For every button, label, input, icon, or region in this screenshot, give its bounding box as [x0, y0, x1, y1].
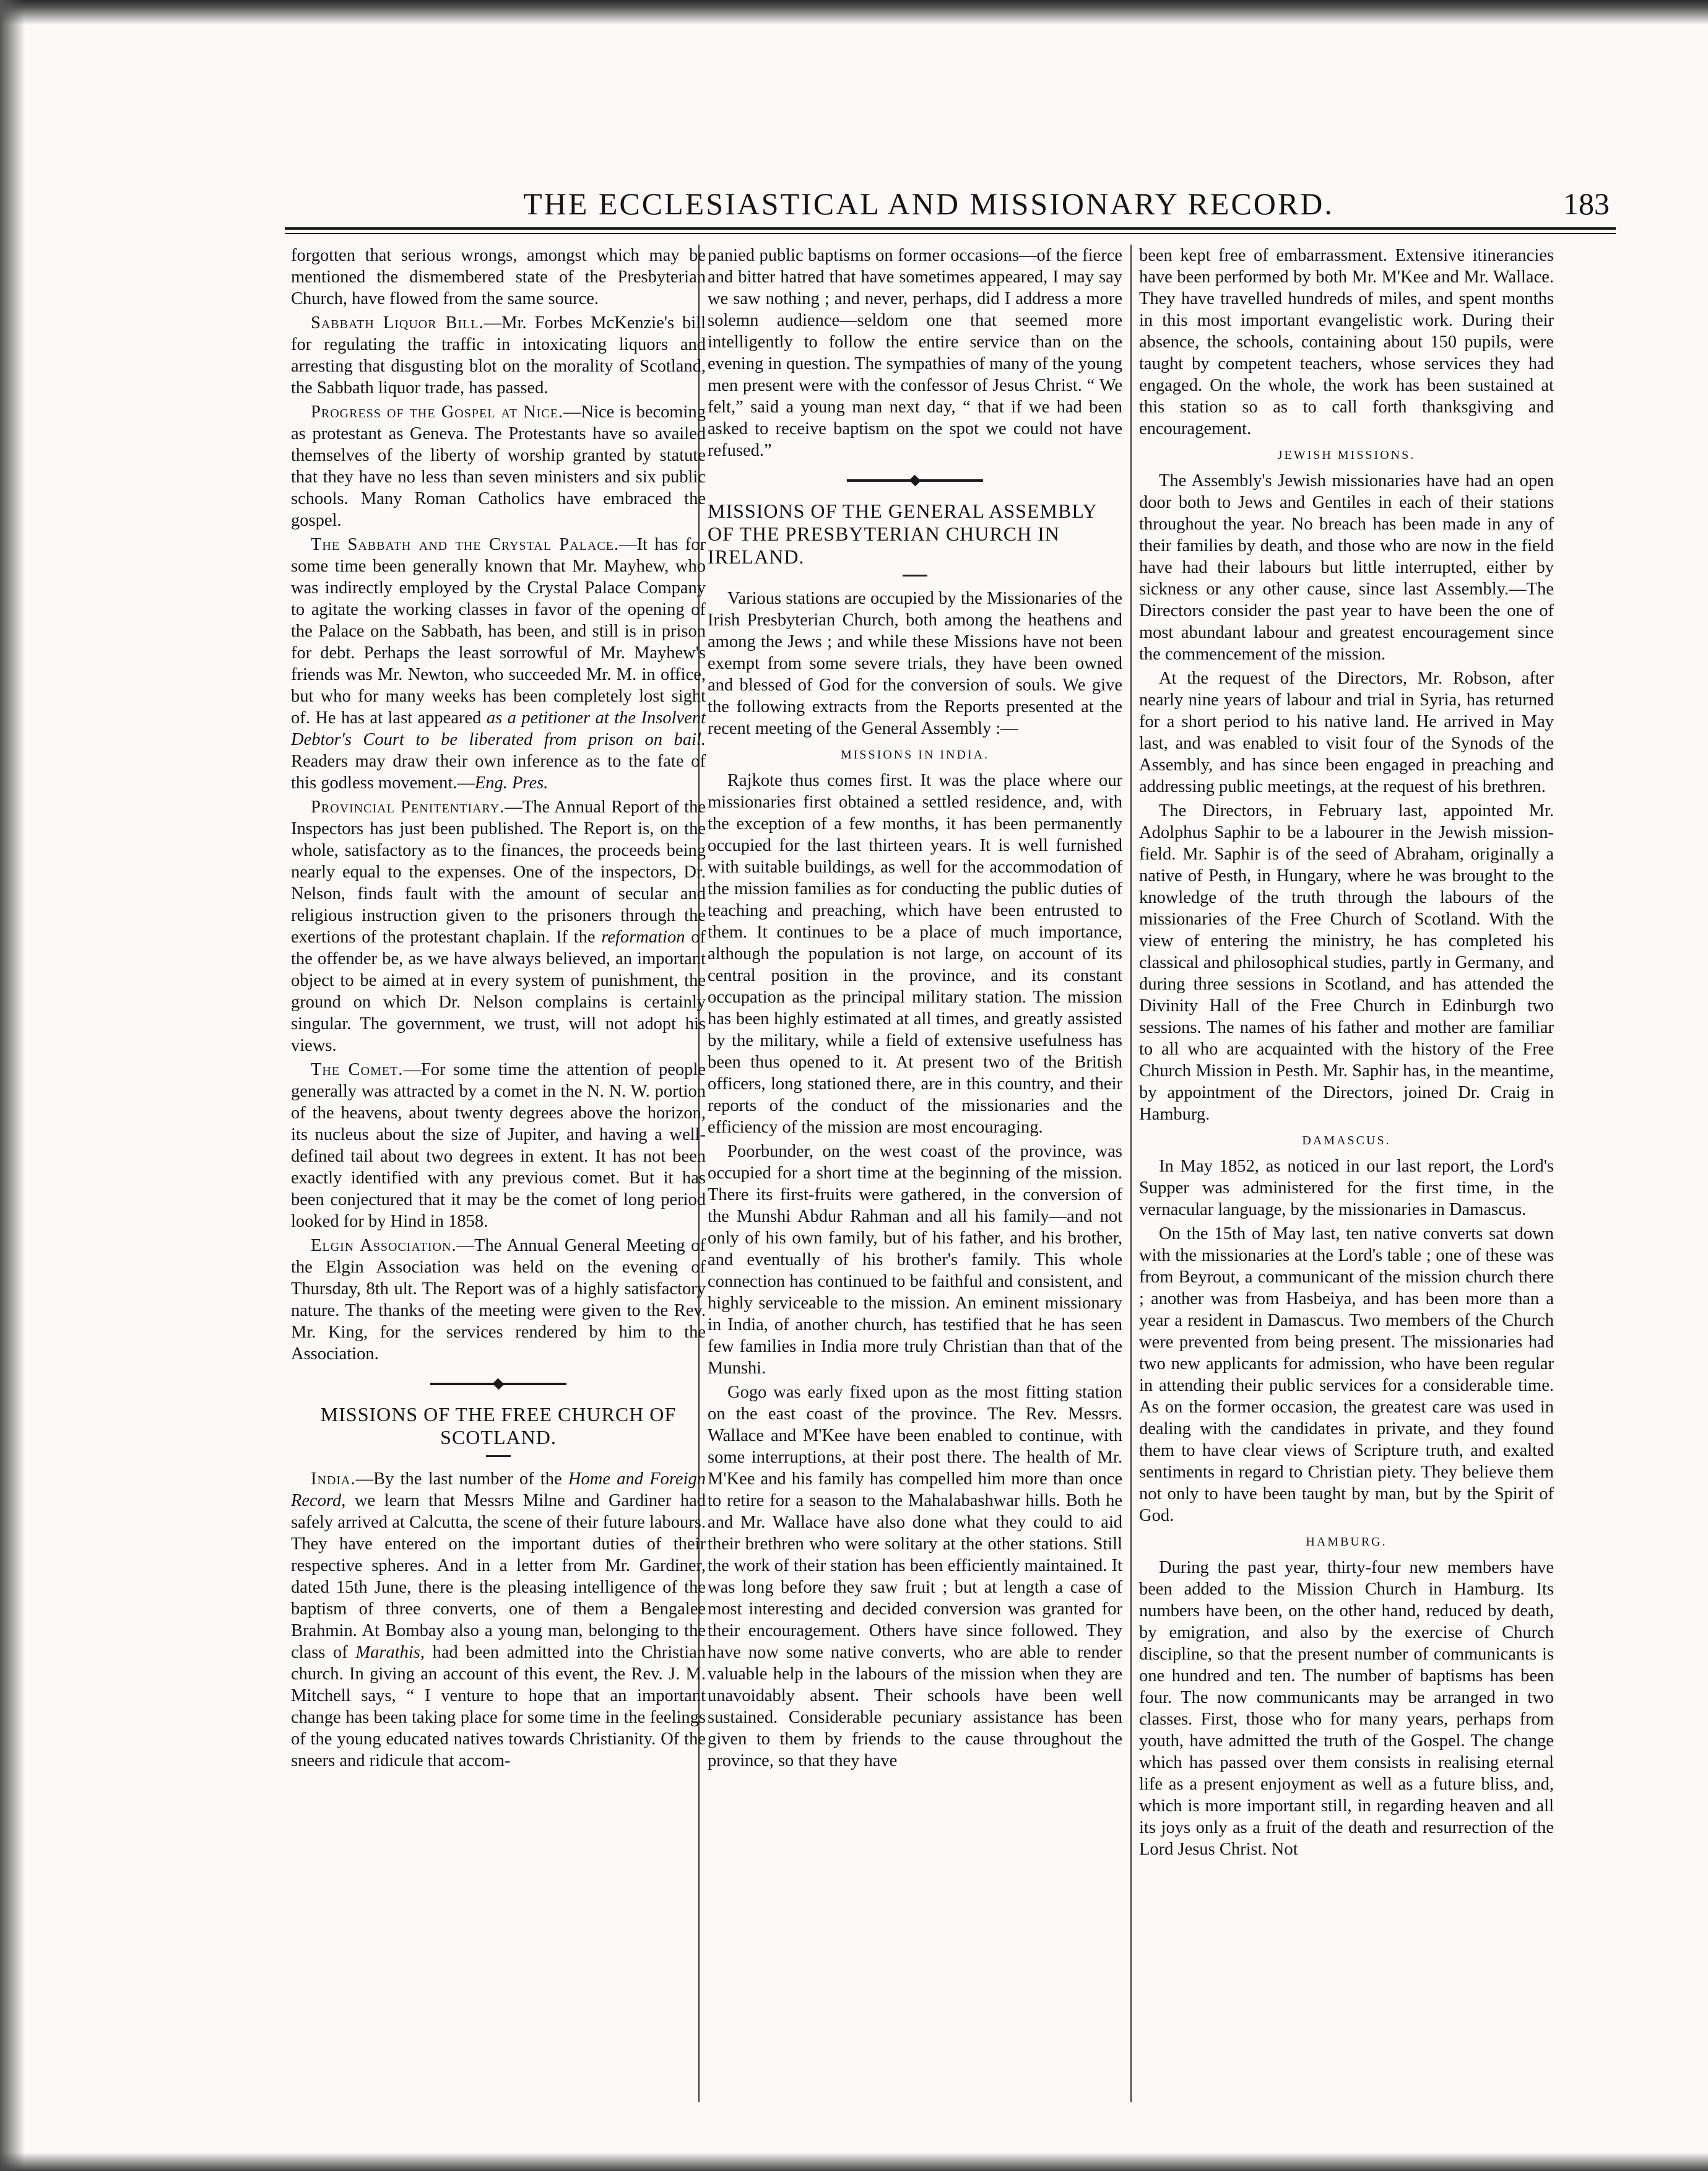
column-1 [291, 245, 706, 2108]
item-text: —Nice is becoming as protestant as Geneva. The Protestants have so availed themselves of the liberty of worship granted by statute that they have no less than seven ministers and six public schools. Many Roman Catholics have embraced the gospel. [291, 402, 706, 530]
item-text: Readers may draw their own inference as to the fate of this godless movement.— [291, 752, 706, 793]
item-text: —The Annual General Meeting of the Elgin Association was held on the evening of Thursday, 8th ult. The Report was of a highly satisfactory nature. The thanks of the meeting were given to the Rev. Mr. King, for the services rendered by him to the Association. [291, 1236, 706, 1364]
running-title: THE ECCLESIASTICAL AND MISSIONARY RECORD. [523, 186, 1334, 221]
page-number: 183 [1563, 186, 1610, 221]
scan-left-edge [0, 0, 25, 2171]
item-text: —Mr. Forbes McKenzie's bill for regulating the traffic in intoxicating liquors and arresting that disgusting blot on the morality of Scotland, the Sabbath liquor trade, has passed. [291, 313, 706, 398]
paragraph: In May 1852, as noticed in our last report, the Lord's Supper was administered for the first time, in the vernacular language, by the missionaries in Damascus. [1139, 1157, 1554, 1219]
paragraph-poorbunder: Poorbunder, on the west coast of the province, was occupied for a short time at the beginning of the mission. There its first-fruits were gathered, in the conversion of the Munshi Abdur Rahman and all his family—and not only of his own family, but of his father, and his brother, and eventually of his brother's family. This whole connection has continued to be faithful and consistent, and highly serviceable to the mission. An eminent missionary in India, of another church, has testified that he has seen few families in India more truly Christian than that of the Munshi. [708, 1142, 1122, 1378]
heading-dash [486, 1455, 511, 1457]
paragraph: On the 15th of May last, ten native converts sat down with the missionaries at the Lord's table ; one of these was from Beyrout, a communicant of the mission church there ; another was from Hasbeiya, and has been more than a year a resident in Damascus. Two members of the Church were prevented from being present. The missionaries had two new applicants for admission, who have been regular in attending their public services for a considerable time. As on the former occasion, the greatest care was used in dealing with the candidates in private, and they found them to have clear views of Scripture truth, and exalted sentiments in regard to Christian piety. They believe them not only to have been taught by man, but by the Spirit of God. [1139, 1224, 1554, 1525]
item-italic: Marathis [355, 1643, 420, 1662]
paragraph: The Directors, in February last, appointed Mr. Adolphus Saphir to be a labourer in the Jewish mission-field. Mr. Saphir is of the seed of Abraham, originally a native of Pesth, in Hungary, where he was brought to the knowledge of the truth through the labours of the missionaries of the Free Church of Scotland. With the view of entering the ministry, he has completed his classical and philosophical studies, partly in Germany, and during three sessions in Scotland, and has attended the Divinity Hall of the Free Church in Edinburgh two sessions. The names of his father and mother are familiar to all who are acquainted with the history of the Free Church Mission in Pesth. Mr. Saphir has, in the meantime, by appointment of the Directors, joined Dr. Craig in Hamburg. [1139, 801, 1554, 1124]
item-text: —By the last number of the [355, 1469, 568, 1489]
item-lead: Sabbath Liquor Bill. [311, 313, 484, 333]
paragraph: The Assembly's Jewish missionaries have had an open door both to Jews and Gentiles in each of their stations throughout the year. No breach has been made in any of their families by death, and those who are now in the field have had their labours but little interrupted, either by sickness or any other cause, since last Assembly.—The Directors consider the past year to have been the one of most abundant labour and greatest encouragement since the commencement of the mission. [1139, 471, 1554, 664]
header-rule-thin [285, 233, 1616, 234]
item-text: of the offender be, as we have always believed, an important object to be aimed at in every system of punishment, the ground on which Dr. Nelson complains is certainly singular. The government, we trust, will not adopt his views. [291, 928, 706, 1055]
scan-bottom-edge [0, 2152, 1708, 2171]
paragraph-comet [291, 1059, 706, 1232]
subheading-missions-in-india: MISSIONS IN INDIA. [840, 748, 990, 762]
item-text: —For some time the attention of people generally was attracted by a comet in the N. N. W. portion of the heavens, about twenty degrees above the horizon, its nucleus about the size of Jupiter, and having a well-defined tail about two degrees in extent. It has not been exactly identified with any previous comet. But it has been conjectured that it may be the comet of long period looked for by Hind in 1858. [291, 1060, 706, 1231]
section-heading-free-church: MISSIONS OF THE FREE CHURCH OF SCOTLAND. [320, 1403, 677, 1448]
item-text: , we learn that Messrs Milne and Gardiner had safely arrived at Calcutta, the scene of their future labours. They have entered on the important duties of their respective spheres. And in a letter from Mr. Gardiner, dated 15th June, there is the pleasing intelligence of the baptism of three converts, one of them a Bengalee Brahmin. At Bombay also a young man, belonging to the class of [291, 1491, 706, 1662]
item-text: —The Annual Report of the Inspectors has just been published. The Report is, on the whole, satisfactory as to the finances, the proceeds being nearly equal to the expenses. One of the inspectors, Dr. Nelson, finds fault with the amount of secular and religious instruction given to the prisoners through the exertions of the protestant chaplain. If the [291, 798, 706, 947]
column-2 [708, 245, 1122, 2108]
subheading-hamburg: HAMBURG. [1306, 1535, 1387, 1549]
item-source: Eng. Pres. [474, 773, 548, 793]
item-italic: reformation [601, 928, 685, 947]
item-italic: as a petitioner at the Insolvent Debtor's Court to be liberated from prison on bail. [291, 708, 706, 749]
subheading-damascus: DAMASCUS. [1302, 1134, 1391, 1147]
paragraph-nice [291, 401, 706, 531]
paragraph: forgotten that serious wrongs, amongst which may be mentioned the dismembered state of the Presbyterian Church, have flowed from the same source. [291, 246, 706, 308]
item-lead: The Sabbath and the Crystal Palace. [311, 535, 620, 554]
item-text: —It has for some time been generally known that Mr. Mayhew, who was indirectly employed by the Crystal Palace Company to agitate the working classes in favor of the opening of the Palace on the Sabbath, has been, and still is in prison for debt. Perhaps the least sorrowful of Mr. Mayhew's friends was Mr. Newton, who succeeded Mr. M. in office, but who for many weeks has been completely lost sight of. He has at last appeared [291, 535, 706, 728]
section-heading-general-assembly: MISSIONS OF THE GENERAL ASSEMBLY OF THE PRESBYTERIAN CHURCH IN IRELAND. [708, 500, 1097, 568]
item-lead: Progress of the Gospel at Nice. [311, 402, 564, 422]
header-rule-thick [285, 227, 1616, 230]
paragraph-rajkote: Rajkote thus comes first. It was the place where our missionaries first obtained a settled residence, and, with the exception of a few months, it has been permanently occupied for the last thirteen years. It is well furnished with suitable buildings, as well for the accommodation of the mission families as for conducting the public duties of teaching and preaching, which have been entrusted to them. It continues to be a place of much importance, although the population is not large, on account of its central position in the province, and its constant occupation as the principal military station. The mission has been highly estimated at all times, and greatly assisted by the military, while a field of extensive usefulness has been thus opened to it. At present two of the British officers, long stationed there, are in this country, and their reports of the conduct of the missionaries and the efficiency of the mission are most encouraging. [708, 771, 1122, 1137]
paragraph-gogo: Gogo was early fixed upon as the most fitting station on the east coast of the province. The Rev. Messrs. Wallace and M'Kee have been enabled to continue, with some interruptions, at their post there. The health of Mr. M'Kee and his family has compelled him more than once to retire for a season to the Mahalabashwar hills. Both he and Mr. Wallace have also done what they could to aid their brethren who were solitary at the other stations. Still the work of their station has been efficiently maintained. It was long before they saw fruit ; but at length a case of most interesting and decided conversion was granted for their encouragement. Others have since followed. They have now some native converts, who are able to render valuable help in the labours of the mission when they are unavoidably absent. Their schools have been well sustained. Considerable pecuniary assistance has been given to them by friends to the cause throughout the province, so that they have [708, 1383, 1122, 1770]
section-ornament [430, 1378, 566, 1390]
section-ornament [847, 475, 983, 486]
item-italic: Home and Foreign Record [291, 1469, 706, 1510]
column-divider-2 [1130, 245, 1132, 2102]
paragraph-elgin [291, 1235, 706, 1365]
column-3 [1139, 245, 1554, 2108]
paragraph: Various stations are occupied by the Missionaries of the Irish Presbyterian Church, both among the heathens and among the Jews ; and while these Missions have not been exempt from some severe trials, they have been owned and blessed of God for the conversion of souls. We give the following extracts from the Reports presented at the recent meeting of the General Assembly :— [708, 589, 1122, 738]
paragraph-sabbath-liquor [291, 312, 706, 399]
scan-top-edge [0, 0, 1708, 25]
item-text: , had been admitted into the Christian church. In giving an account of this event, the Rev. J. M. Mitchell says, “ I venture to hope that an important change has been taking place for some time in the feelings of the young educated natives towards Christianity. Of the sneers and ridicule that accom- [291, 1643, 706, 1770]
paragraph: been kept free of embarrassment. Extensive itinerancies have been performed by both Mr. M'Kee and Mr. Wallace. They have travelled hundreds of miles, and spent months in this most important evangelistic work. During their absence, the schools, containing about 150 pupils, were taught by competent teachers, whose services they had engaged. On the whole, the work has been sustained at this station so as to call forth thanksgiving and encouragement. [1139, 246, 1554, 438]
item-lead: The Comet. [311, 1060, 404, 1079]
item-lead: Provincial Penitentiary. [311, 798, 505, 817]
paragraph-crystal-palace [291, 534, 706, 794]
page-header [279, 186, 1610, 223]
item-lead: Elgin Association. [311, 1236, 457, 1255]
paragraph: panied public baptisms on former occasions—of the fierce and bitter hatred that have sometimes appeared, I may say we saw nothing ; and never, perhaps, did I address a more solemn audience—seldom one that seemed more intelligently to follow the entire service than on the evening in question. The sympathies of many of the young men present were with the confessor of Jesus Christ. “ We felt,” said a young man next day, “ that if we had been asked to receive baptism on the spot we could not have refused.” [708, 246, 1122, 460]
paragraph-india [291, 1468, 706, 1772]
paragraph: At the request of the Directors, Mr. Robson, after nearly nine years of labour and trial in Syria, has returned for a short period to his native land. He arrived in May last, and was enabled to visit four of the Synods of the Assembly, and has since been engaged in preaching and addressing public meetings, at the request of his brethren. [1139, 669, 1554, 796]
ornament-diamond [493, 1378, 505, 1390]
subheading-jewish-missions: JEWISH MISSIONS. [1277, 448, 1416, 462]
heading-dash [903, 575, 927, 576]
item-lead: India. [311, 1469, 356, 1489]
paragraph: During the past year, thirty-four new members have been added to the Mission Church in Hamburg. Its numbers have been, on the other hand, reduced by death, by emigration, and also by the exercise of Church discipline, so that the present number of communicants is one hundred and ten. The number of baptisms has been four. The now communicants may be arranged in two classes. First, those who for many years, perhaps from youth, have admitted the truth of the Gospel. The change which has passed over them consists in realising eternal life as a present enjoyment as well as a future bliss, and, which is more important still, in regarding heaven and all its joys only as a fruit of the death and resurrection of the Lord Jesus Christ. Not [1139, 1558, 1554, 1859]
ornament-diamond [909, 475, 921, 487]
paragraph-penitentiary [291, 796, 706, 1056]
